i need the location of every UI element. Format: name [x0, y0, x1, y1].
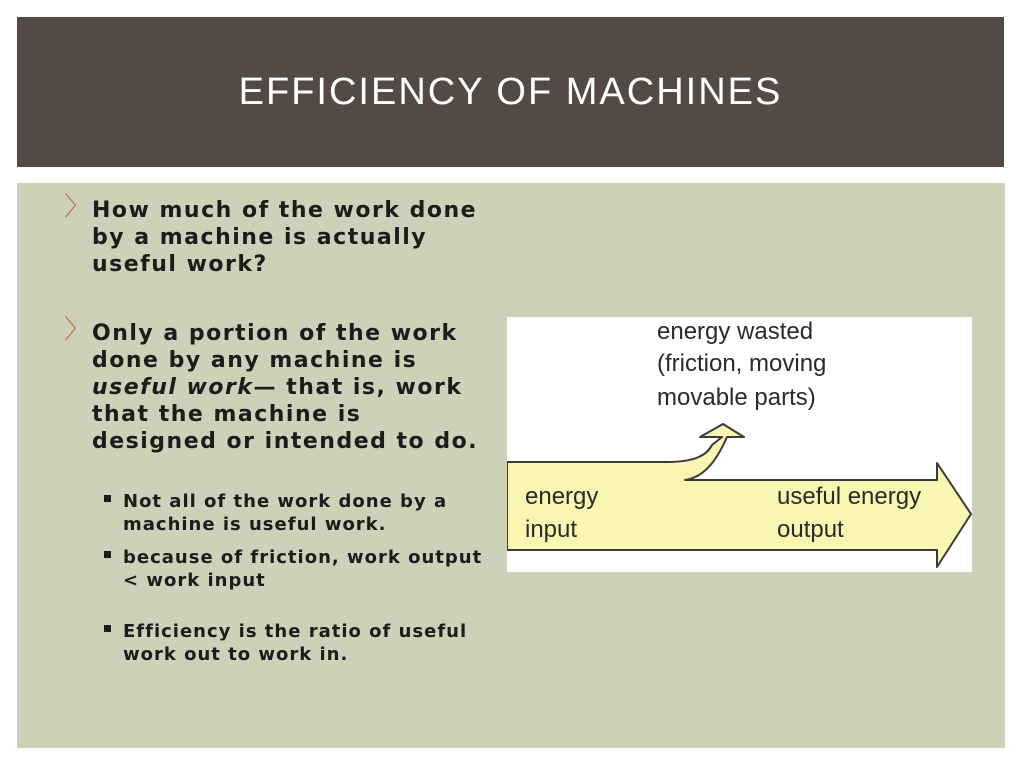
bullet-useful-work-pre: Only a portion of the work done by any machine is: [92, 321, 458, 373]
chevron-right-icon: 〉: [64, 315, 92, 345]
input-label-line1: energy: [525, 483, 599, 510]
square-bullet-icon: [104, 551, 111, 558]
input-label-line2: input: [525, 516, 578, 543]
output-label-line2: output: [777, 516, 844, 543]
wasted-label-line2: (friction, moving: [657, 350, 827, 377]
bullet-useful-work: [64, 315, 494, 455]
sub-bullet-text: Not all of the work done by a machine is useful work.: [123, 491, 448, 535]
bullet-useful-work-post: — that is, work that the machine is designed or intended to do.: [92, 375, 479, 454]
title-band: [17, 17, 1004, 167]
square-bullet-icon: [104, 495, 111, 502]
wasted-label-line1: energy wasted: [657, 318, 814, 345]
wasted-label-line3: movable parts): [657, 384, 816, 411]
output-label-line1: useful energy: [777, 483, 922, 510]
sub-bullet-not-all: [104, 490, 494, 536]
bullet-useful-work-emph: useful work: [92, 375, 254, 400]
sub-bullet-friction: [104, 546, 494, 592]
bullet-question: [64, 192, 494, 278]
energy-flow-diagram: [507, 317, 972, 572]
sub-bullet-text: Efficiency is the ratio of useful work out to work in.: [123, 621, 468, 665]
bullet-question-text: How much of the work done by a machine is actually useful work?: [92, 198, 478, 277]
sub-bullet-text: because of friction, work output < work input: [123, 547, 483, 591]
sub-bullet-efficiency: [104, 620, 494, 666]
bullet-useful-work-text: [92, 320, 494, 455]
chevron-right-icon: 〉: [64, 192, 92, 222]
slide-title: EFFICIENCY OF MACHINES: [238, 70, 783, 113]
square-bullet-icon: [104, 625, 111, 632]
